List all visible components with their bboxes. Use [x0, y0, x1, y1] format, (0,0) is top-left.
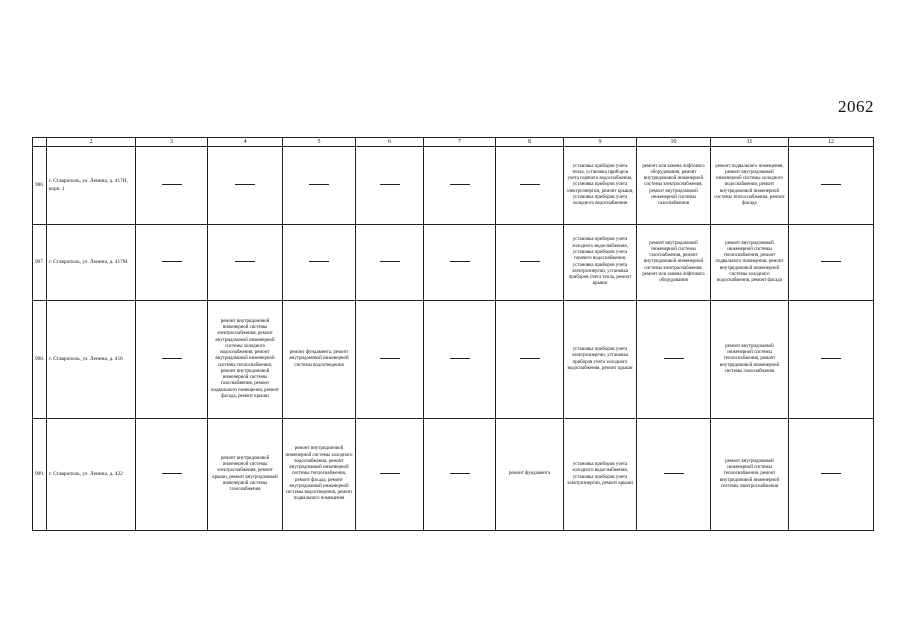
address-cell: г. Ставрополь, ул. Ленина, д. 422	[47, 419, 136, 531]
cell	[424, 147, 496, 225]
header-cell: 3	[136, 138, 208, 147]
cell	[789, 225, 874, 301]
header-cell: 10	[637, 138, 711, 147]
cell: ремонт фундамента	[496, 419, 564, 531]
cell	[789, 147, 874, 225]
cell	[496, 301, 564, 419]
empty-dash	[309, 261, 329, 262]
cell	[637, 301, 711, 419]
cell: ремонт внутридомовой инженерной системы холодного водоснабжения, ремонт внутридомовой инженерной системы теплоснабжения, ремонт фасада, ремонт внутридомовой инженерной системы водоотведения, ремонт подвального помещения	[283, 419, 356, 531]
cell	[424, 301, 496, 419]
header-cell: 7	[424, 138, 496, 147]
empty-dash	[450, 358, 470, 359]
cell: установка приборов учета электроэнергии, установка приборов учета холодного водоснабжения, ремонт крыши	[564, 301, 637, 419]
address-cell: г. Ставрополь, ул. Ленина, д. 417Н, корп. 1	[47, 147, 136, 225]
row-number: 906.	[33, 147, 47, 225]
empty-dash	[162, 184, 182, 185]
empty-dash	[380, 473, 400, 474]
cell: установка приборов учета тепла, установка приборов учета горячего водоснабжения, установка приборов учета электроэнергии, ремонт крыши, установка приборов учета холодного водоснабжения	[564, 147, 637, 225]
table-row	[33, 419, 874, 531]
column-number-header-row	[33, 138, 874, 147]
cell	[496, 225, 564, 301]
empty-dash	[450, 473, 470, 474]
cell	[208, 225, 283, 301]
empty-dash	[520, 184, 540, 185]
cell: ремонт внутридомовой инженерной системы электроснабжения, ремонт крыши, ремонт внутридомовой инженерной системы газоснабжения	[208, 419, 283, 531]
cell: ремонт или замена лифтового оборудования, ремонт внутридомовой инженерной системы электроснабжения, ремонт внутридомовой инженерной системы газоснабжения	[637, 147, 711, 225]
empty-dash	[520, 261, 540, 262]
header-cell: 6	[356, 138, 424, 147]
header-cell: 8	[496, 138, 564, 147]
header-cell: 12	[789, 138, 874, 147]
cell: ремонт внутридомовой инженерной системы электроснабжения, ремонт внутридомовой инженерной системы холодного водоснабжения, ремонт внутридомовой инженерной системы теплоснабжения, ремонт внутридомовой инженерной системы газоснабжения, ремонт подвального помещения, ремонт фасада, ремонт крыши	[208, 301, 283, 419]
empty-dash	[821, 184, 841, 185]
cell	[136, 419, 208, 531]
cell: ремонт внутридомовой инженерной системы теплоснабжения, ремонт внутридомовой инженерной системы электроснабжения	[711, 419, 789, 531]
empty-dash	[821, 473, 841, 474]
cell: ремонт внутридомовой инженерной системы теплоснабжения, ремонт внутридомовой инженерной системы газоснабжения	[711, 301, 789, 419]
empty-dash	[235, 184, 255, 185]
header-cell: 11	[711, 138, 789, 147]
cell: ремонт подвального помещения, ремонт внутридомовой инженерной системы холодного водоснабжения, ремонт внутридомовой инженерной системы теплоснабжения, ремонт фасада	[711, 147, 789, 225]
cell	[283, 225, 356, 301]
empty-dash	[664, 358, 684, 359]
cell	[356, 225, 424, 301]
cell	[789, 419, 874, 531]
cell: ремонт внутридомовой инженерной системы теплоснабжения, ремонт подвального помещения, ремонт внутридомовой инженерной системы холодного водоснабжения, ремонт фасада	[711, 225, 789, 301]
repair-schedule-table	[32, 137, 874, 531]
cell: ремонт фундамента, ремонт внутридомовой инженерной системы водоотведения	[283, 301, 356, 419]
empty-dash	[235, 261, 255, 262]
cell	[356, 301, 424, 419]
table-row	[33, 225, 874, 301]
header-cell	[33, 138, 47, 147]
table-row	[33, 301, 874, 419]
empty-dash	[380, 184, 400, 185]
cell	[136, 147, 208, 225]
cell	[496, 147, 564, 225]
empty-dash	[380, 261, 400, 262]
address-cell: г. Ставрополь, ул. Ленина, д. 417М	[47, 225, 136, 301]
cell	[356, 419, 424, 531]
empty-dash	[162, 473, 182, 474]
empty-dash	[821, 358, 841, 359]
cell	[136, 225, 208, 301]
cell: ремонт внутридомовой инженерной системы газоснабжения, ремонт внутридомовой инженерной системы электроснабжения, ремонт или замена лифтового оборудования	[637, 225, 711, 301]
empty-dash	[309, 184, 329, 185]
cell	[208, 147, 283, 225]
empty-dash	[450, 184, 470, 185]
address-cell: г. Ставрополь, ул. Ленина, д. 416	[47, 301, 136, 419]
cell: установка приборов учета холодного водоснабжения, установка приборов учета горячего водоснабжения, установка приборов учета электроэнергии, установка приборов учета тепла, ремонт крыши	[564, 225, 637, 301]
empty-dash	[450, 261, 470, 262]
table-row	[33, 147, 874, 225]
header-cell: 9	[564, 138, 637, 147]
cell	[637, 419, 711, 531]
empty-dash	[664, 473, 684, 474]
empty-dash	[162, 261, 182, 262]
cell: установка приборов учета холодного водоснабжения, установка приборов учета электроэнергии, ремонт крыши	[564, 419, 637, 531]
page-number: 2062	[838, 97, 874, 116]
row-number: 907.	[33, 225, 47, 301]
empty-dash	[520, 358, 540, 359]
cell	[424, 419, 496, 531]
row-number: 908.	[33, 301, 47, 419]
empty-dash	[162, 358, 182, 359]
header-cell: 5	[283, 138, 356, 147]
cell	[424, 225, 496, 301]
cell	[283, 147, 356, 225]
header-cell: 4	[208, 138, 283, 147]
cell	[356, 147, 424, 225]
header-cell: 2	[47, 138, 136, 147]
empty-dash	[380, 358, 400, 359]
empty-dash	[821, 261, 841, 262]
cell	[136, 301, 208, 419]
row-number: 909.	[33, 419, 47, 531]
cell	[789, 301, 874, 419]
